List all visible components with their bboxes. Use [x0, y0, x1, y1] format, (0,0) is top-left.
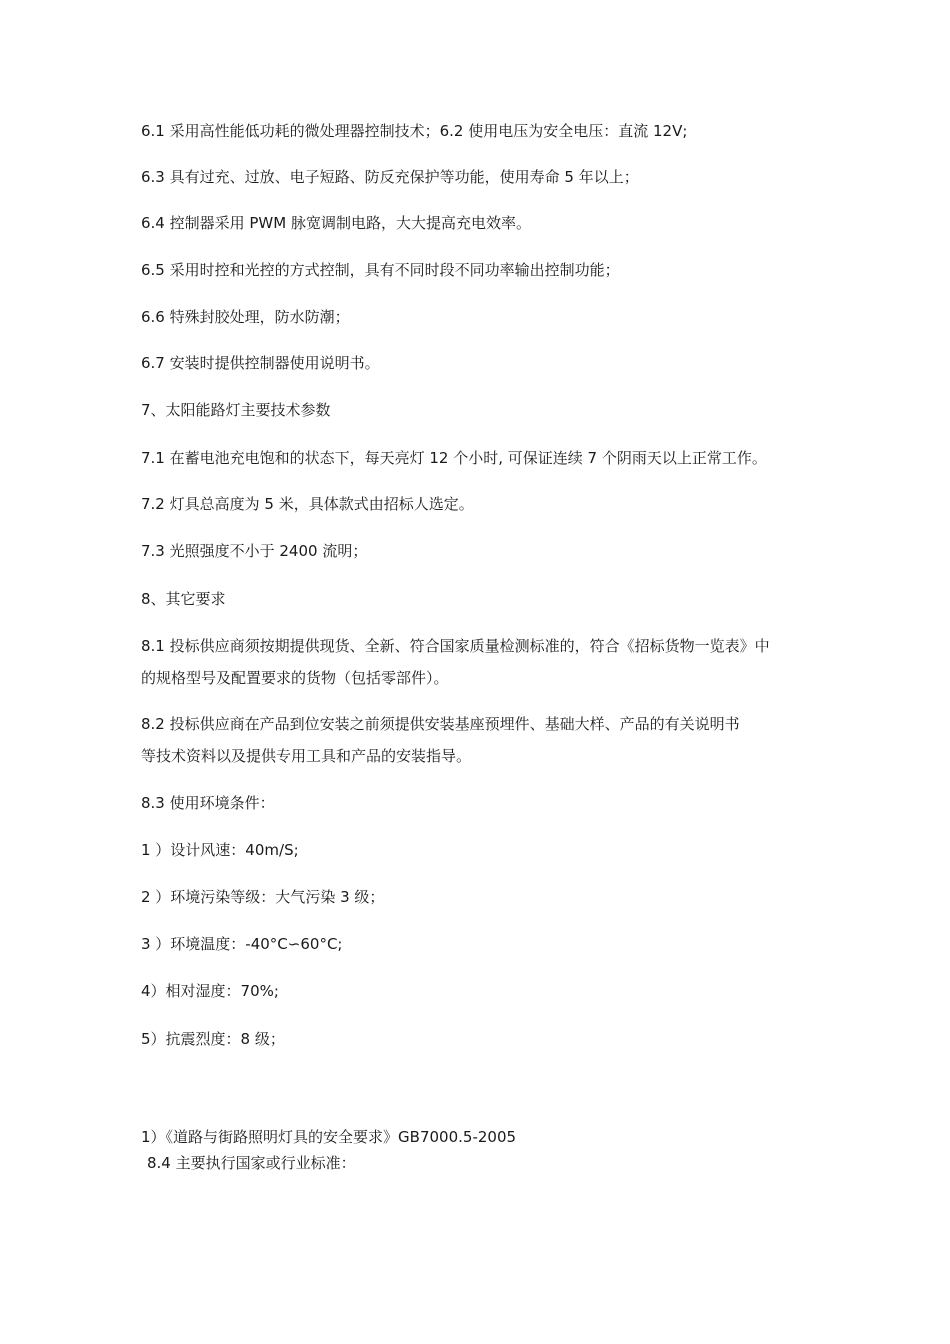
text-line-standard-1: 1）《道路与街路照明灯具的安全要求》GB7000.5-2005 — [141, 1128, 517, 1146]
text-line-8-4: 8.4 主要执行国家或行业标准： — [147, 1154, 356, 1172]
text-line-8-1b: 的规格型号及配置要求的货物（包括零部件）。 — [141, 669, 449, 687]
text-line-6-1: 6.1 采用高性能低功耗的微处理器控制技术；6.2 使用电压为安全电压：直流 12V; — [141, 122, 688, 140]
text-line-7-1: 7.1 在蓄电池充电饱和的状态下，每天亮灯 12 个小时, 可保证连续 7 个阴雨天以上正常工作。 — [141, 449, 767, 467]
text-line-6-5: 6.5 采用时控和光控的方式控制，具有不同时段不同功率输出控制功能； — [141, 261, 620, 279]
text-line-8-2b: 等技术资料以及提供专用工具和产品的安装指导。 — [141, 747, 472, 765]
section-heading-7: 7、太阳能路灯主要技术参数 — [141, 401, 331, 419]
text-line-env-3: 3 ）环境温度：-40°C∽60°C; — [141, 935, 343, 953]
text-line-7-2: 7.2 灯具总高度为 5 米，具体款式由招标人选定。 — [141, 495, 474, 513]
text-line-8-1a: 8.1 投标供应商须按期提供现货、全新、符合国家质量检测标准的，符合《招标货物一览表》中 — [141, 637, 770, 655]
text-line-6-3: 6.3 具有过充、过放、电子短路、防反充保护等功能，使用寿命 5 年以上； — [141, 168, 639, 186]
text-line-env-2: 2 ）环境污染等级：大气污染 3 级； — [141, 888, 385, 906]
text-line-env-5: 5）抗震烈度：8 级； — [141, 1030, 285, 1048]
text-line-6-4: 6.4 控制器采用 PWM 脉宽调制电路，大大提高充电效率。 — [141, 214, 531, 232]
text-line-8-2a: 8.2 投标供应商在产品到位安装之前须提供安装基座预埋件、基础大样、产品的有关说明书 — [141, 715, 740, 733]
text-line-env-4: 4）相对湿度：70%; — [141, 982, 279, 1000]
text-line-6-6: 6.6 特殊封胶处理，防水防潮； — [141, 308, 350, 326]
section-heading-8: 8、其它要求 — [141, 590, 226, 608]
text-line-7-3: 7.3 光照强度不小于 2400 流明； — [141, 542, 368, 560]
text-line-env-1: 1 ）设计风速：40m/S; — [141, 841, 299, 859]
text-line-8-3: 8.3 使用环境条件： — [141, 794, 275, 812]
text-line-6-7: 6.7 安装时提供控制器使用说明书。 — [141, 354, 380, 372]
